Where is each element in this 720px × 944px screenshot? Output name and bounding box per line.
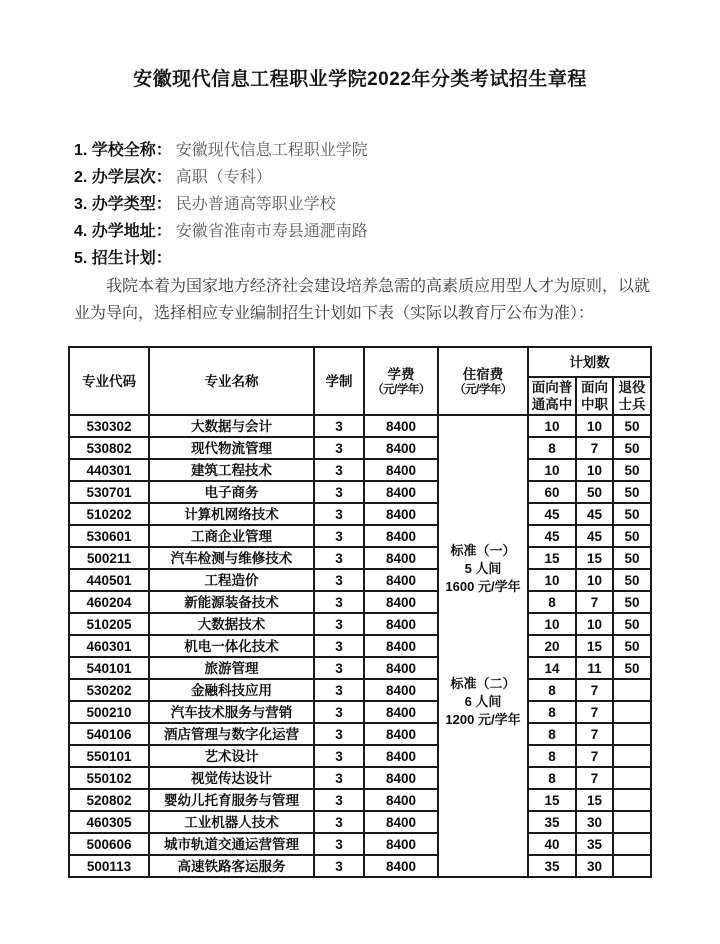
cell-major-code: 510205 [69, 613, 149, 635]
cell-duration: 3 [314, 459, 364, 481]
cell-tuition: 8400 [364, 833, 438, 855]
cell-tuition: 8400 [364, 767, 438, 789]
cell-plan-vet [613, 855, 651, 877]
enrollment-plan-intro: 我院本着为国家地方经济社会建设培养急需的高素质应用型人才为原则，以就业为导向，选择相应专业编制招生计划如下表（实际以教育厅公布为准）： [74, 278, 651, 322]
cell-plan-voc: 45 [576, 525, 613, 547]
table-row [69, 415, 651, 437]
cell-plan-hs: 14 [528, 657, 576, 679]
table-row [69, 525, 651, 547]
table-row [69, 569, 651, 591]
header-major-name: 专业名称 [149, 347, 314, 415]
cell-tuition: 8400 [364, 525, 438, 547]
cell-major-code: 460204 [69, 591, 149, 613]
header-accommodation-fee [438, 347, 528, 415]
cell-major-name: 视觉传达设计 [149, 767, 314, 789]
table-row [69, 657, 651, 679]
cell-plan-vet [613, 789, 651, 811]
cell-tuition: 8400 [364, 437, 438, 459]
cell-plan-hs: 15 [528, 789, 576, 811]
cell-major-name: 建筑工程技术 [149, 459, 314, 481]
cell-major-code: 440501 [69, 569, 149, 591]
cell-tuition: 8400 [364, 547, 438, 569]
info-item-enrollment-plan [74, 245, 720, 272]
cell-major-code: 500210 [69, 701, 149, 723]
cell-major-name: 工商企业管理 [149, 525, 314, 547]
cell-duration: 3 [314, 657, 364, 679]
cell-plan-vet: 50 [613, 613, 651, 635]
cell-major-code: 500606 [69, 833, 149, 855]
enrollment-plan-table [68, 346, 652, 878]
cell-duration: 3 [314, 833, 364, 855]
cell-major-name: 现代物流管理 [149, 437, 314, 459]
table-row [69, 503, 651, 525]
cell-plan-vet: 50 [613, 503, 651, 525]
accommodation-note-line: 5 人间 [464, 561, 502, 577]
accommodation-note-line: 1600 元/学年 [445, 579, 521, 595]
cell-plan-vet: 50 [613, 481, 651, 503]
cell-duration: 3 [314, 811, 364, 833]
table-row [69, 437, 651, 459]
cell-plan-vet [613, 679, 651, 701]
header-tuition-unit: （元/学年） [372, 383, 430, 396]
cell-plan-vet: 50 [613, 415, 651, 437]
cell-tuition: 8400 [364, 591, 438, 613]
cell-tuition: 8400 [364, 789, 438, 811]
cell-plan-hs: 60 [528, 481, 576, 503]
cell-duration: 3 [314, 591, 364, 613]
cell-duration: 3 [314, 525, 364, 547]
cell-plan-hs: 45 [528, 525, 576, 547]
table-row [69, 547, 651, 569]
table-row [69, 679, 651, 701]
cell-plan-hs: 10 [528, 613, 576, 635]
cell-duration: 3 [314, 767, 364, 789]
header-accommodation-unit: （元/学年） [454, 383, 512, 396]
cell-major-code: 520802 [69, 789, 149, 811]
cell-plan-voc: 10 [576, 613, 613, 635]
info-value: 高职（专科） [175, 169, 272, 186]
cell-major-code: 530802 [69, 437, 149, 459]
cell-duration: 3 [314, 547, 364, 569]
info-value: 安徽现代信息工程职业学院 [175, 142, 368, 159]
cell-plan-hs: 8 [528, 723, 576, 745]
cell-duration: 3 [314, 635, 364, 657]
cell-plan-voc: 15 [576, 547, 613, 569]
info-label: 2. 办学层次： [74, 169, 172, 186]
cell-major-code: 510202 [69, 503, 149, 525]
cell-duration: 3 [314, 723, 364, 745]
cell-plan-hs: 35 [528, 811, 576, 833]
cell-plan-hs: 15 [528, 547, 576, 569]
cell-plan-voc: 35 [576, 833, 613, 855]
table-row [69, 767, 651, 789]
table-row [69, 481, 651, 503]
cell-major-code: 550101 [69, 745, 149, 767]
cell-major-name: 艺术设计 [149, 745, 314, 767]
info-label: 5. 招生计划： [74, 250, 172, 267]
header-plan-count: 计划数 [528, 347, 651, 377]
cell-plan-voc: 15 [576, 635, 613, 657]
accommodation-note-line: 1200 元/学年 [445, 711, 521, 727]
accommodation-note-line: 6 人间 [464, 693, 502, 709]
cell-major-code: 440301 [69, 459, 149, 481]
accommodation-note-1 [439, 542, 527, 596]
cell-plan-voc: 7 [576, 591, 613, 613]
cell-major-name: 旅游管理 [149, 657, 314, 679]
cell-major-code: 530302 [69, 415, 149, 437]
cell-plan-vet: 50 [613, 591, 651, 613]
cell-tuition: 8400 [364, 811, 438, 833]
cell-duration: 3 [314, 415, 364, 437]
cell-plan-hs: 10 [528, 569, 576, 591]
accommodation-note-line: 标准（一） [450, 543, 516, 559]
info-item-school-address [74, 218, 720, 245]
cell-major-name: 机电一体化技术 [149, 635, 314, 657]
cell-major-name: 婴幼儿托育服务与管理 [149, 789, 314, 811]
cell-plan-vet [613, 811, 651, 833]
info-item-education-level [74, 164, 720, 191]
cell-tuition: 8400 [364, 635, 438, 657]
cell-plan-vet [613, 701, 651, 723]
cell-plan-vet [613, 745, 651, 767]
cell-duration: 3 [314, 745, 364, 767]
cell-plan-voc: 10 [576, 459, 613, 481]
cell-plan-hs: 10 [528, 415, 576, 437]
cell-plan-voc: 7 [576, 767, 613, 789]
table-row [69, 855, 651, 877]
info-value: 民办普通高等职业学校 [175, 196, 336, 213]
cell-plan-voc: 7 [576, 745, 613, 767]
cell-major-name: 计算机网络技术 [149, 503, 314, 525]
school-info-list [74, 137, 720, 272]
cell-plan-voc: 50 [576, 481, 613, 503]
cell-plan-hs: 8 [528, 679, 576, 701]
header-tuition-label: 学费 [387, 366, 415, 382]
cell-tuition: 8400 [364, 679, 438, 701]
cell-major-name: 汽车技术服务与营销 [149, 701, 314, 723]
cell-plan-hs: 8 [528, 437, 576, 459]
cell-plan-vet: 50 [613, 569, 651, 591]
cell-plan-voc: 45 [576, 503, 613, 525]
cell-plan-voc: 7 [576, 723, 613, 745]
accommodation-cell [438, 415, 528, 877]
cell-plan-vet: 50 [613, 525, 651, 547]
cell-plan-voc: 30 [576, 811, 613, 833]
cell-duration: 3 [314, 503, 364, 525]
cell-major-code: 460301 [69, 635, 149, 657]
cell-major-code: 540101 [69, 657, 149, 679]
cell-plan-voc: 30 [576, 855, 613, 877]
header-major-code: 专业代码 [69, 347, 149, 415]
cell-plan-vet: 50 [613, 657, 651, 679]
cell-major-name: 大数据技术 [149, 613, 314, 635]
cell-tuition: 8400 [364, 723, 438, 745]
table-row [69, 789, 651, 811]
plan-table-body [69, 415, 651, 877]
cell-major-code: 550102 [69, 767, 149, 789]
cell-duration: 3 [314, 789, 364, 811]
cell-plan-voc: 11 [576, 657, 613, 679]
cell-major-name: 工业机器人技术 [149, 811, 314, 833]
cell-major-name: 金融科技应用 [149, 679, 314, 701]
cell-plan-vet: 50 [613, 437, 651, 459]
cell-tuition: 8400 [364, 745, 438, 767]
table-row [69, 613, 651, 635]
cell-plan-voc: 15 [576, 789, 613, 811]
info-item-school-name [74, 137, 720, 164]
cell-plan-hs: 8 [528, 591, 576, 613]
info-item-school-type [74, 191, 720, 218]
cell-major-name: 高速铁路客运服务 [149, 855, 314, 877]
cell-plan-hs: 35 [528, 855, 576, 877]
table-row [69, 459, 651, 481]
cell-duration: 3 [314, 481, 364, 503]
cell-tuition: 8400 [364, 459, 438, 481]
cell-plan-hs: 8 [528, 701, 576, 723]
table-row [69, 811, 651, 833]
cell-major-code: 540106 [69, 723, 149, 745]
cell-plan-voc: 7 [576, 437, 613, 459]
cell-major-name: 大数据与会计 [149, 415, 314, 437]
info-label: 4. 办学地址： [74, 223, 172, 240]
table-row [69, 591, 651, 613]
cell-plan-hs: 8 [528, 767, 576, 789]
cell-plan-hs: 45 [528, 503, 576, 525]
cell-duration: 3 [314, 437, 364, 459]
cell-tuition: 8400 [364, 613, 438, 635]
cell-tuition: 8400 [364, 855, 438, 877]
cell-major-name: 酒店管理与数字化运营 [149, 723, 314, 745]
document-title: 安徽现代信息工程职业学院2022年分类考试招生章程 [133, 69, 587, 90]
cell-plan-hs: 8 [528, 745, 576, 767]
cell-duration: 3 [314, 569, 364, 591]
cell-major-code: 530701 [69, 481, 149, 503]
cell-plan-hs: 20 [528, 635, 576, 657]
cell-major-code: 460305 [69, 811, 149, 833]
cell-plan-voc: 7 [576, 701, 613, 723]
cell-major-name: 电子商务 [149, 481, 314, 503]
cell-major-code: 500113 [69, 855, 149, 877]
cell-tuition: 8400 [364, 503, 438, 525]
header-plan-veterans: 退役士兵 [613, 377, 651, 415]
table-row [69, 701, 651, 723]
header-tuition [364, 347, 438, 415]
cell-tuition: 8400 [364, 481, 438, 503]
accommodation-note-2 [439, 675, 527, 729]
cell-plan-voc: 10 [576, 569, 613, 591]
cell-plan-vet: 50 [613, 547, 651, 569]
cell-plan-vet [613, 833, 651, 855]
cell-tuition: 8400 [364, 415, 438, 437]
cell-plan-vet [613, 723, 651, 745]
table-row [69, 723, 651, 745]
info-value: 安徽省淮南市寿县通淝南路 [175, 223, 368, 240]
table-row [69, 745, 651, 767]
cell-duration: 3 [314, 613, 364, 635]
cell-major-name: 工程造价 [149, 569, 314, 591]
cell-major-code: 500211 [69, 547, 149, 569]
cell-plan-vet [613, 767, 651, 789]
cell-tuition: 8400 [364, 657, 438, 679]
table-row [69, 833, 651, 855]
header-plan-regular-hs: 面向普通高中 [528, 377, 576, 415]
cell-major-name: 新能源装备技术 [149, 591, 314, 613]
accommodation-note-line: 标准（二） [450, 675, 516, 691]
cell-plan-voc: 10 [576, 415, 613, 437]
cell-tuition: 8400 [364, 569, 438, 591]
cell-major-name: 城市轨道交通运营管理 [149, 833, 314, 855]
header-plan-vocational: 面向中职 [576, 377, 613, 415]
table-row [69, 635, 651, 657]
cell-tuition: 8400 [364, 701, 438, 723]
info-label: 3. 办学类型： [74, 196, 172, 213]
cell-duration: 3 [314, 701, 364, 723]
cell-plan-vet: 50 [613, 459, 651, 481]
header-accommodation-label: 住宿费 [462, 366, 504, 382]
cell-duration: 3 [314, 679, 364, 701]
cell-plan-vet: 50 [613, 635, 651, 657]
header-duration: 学制 [314, 347, 364, 415]
cell-plan-hs: 10 [528, 459, 576, 481]
cell-major-code: 530202 [69, 679, 149, 701]
cell-major-code: 530601 [69, 525, 149, 547]
cell-major-name: 汽车检测与维修技术 [149, 547, 314, 569]
cell-duration: 3 [314, 855, 364, 877]
info-label: 1. 学校全称： [74, 142, 172, 159]
cell-plan-voc: 7 [576, 679, 613, 701]
cell-plan-hs: 40 [528, 833, 576, 855]
